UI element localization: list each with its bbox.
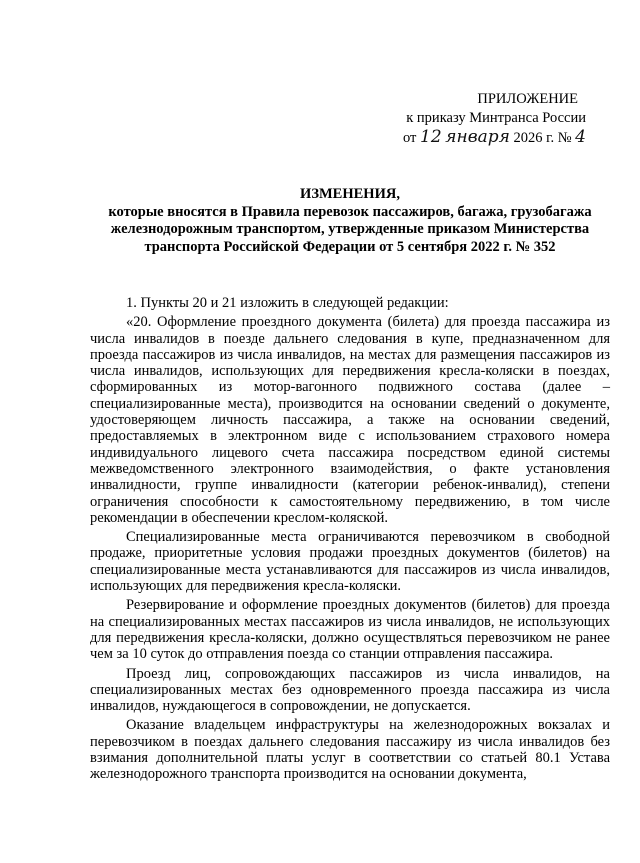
appendix-title: ПРИЛОЖЕНИЕ [477,91,578,107]
paragraph-2: «20. Оформление проездного документа (билета) для проезда пассажира из числа инвалидов в поезде дальнего следования в купе, предназначенном для проезда пассажиров из числа инвалидов, на местах для размещения пассажиров из числа инвалидов, использующих для передвижения кресла-коляски в поездах, сформированных из мотор-вагонного подвижного состава (далее – специализированные места), производится на основании сведений о документе, удостоверяющем личность пассажира, а также на основании сведений, предоставляемых в электронном виде с использованием страхового номера индивидуального лицевого счета пассажира посредством единой системы межведомственного электронного взаимодействия, о факте установления инвалидности, группе инвалидности (категории ребенок-инвалид), степени ограничения способности к самостоятельному передвижению, в том числе рекомендации в обеспечении креслом-коляской. [90,314,610,526]
handwritten-day: 12 [420,127,442,147]
appendix-date-line [403,128,586,148]
appendix-header [403,90,586,148]
paragraph-1: 1. Пункты 20 и 21 изложить в следующей редакции: [126,295,449,311]
paragraph-6: Оказание владельцем инфраструктуры на железнодорожных вокзалах и перевозчиком в поездах дальнего следования пассажиру из числа инвалидов без взимания дополнительной платы услуг в соответствии со статьей 80.1 Устава железнодорожного транспорта производится на основании документа, [90,717,610,783]
year-number-label: 2026 г. № [513,130,572,146]
paragraph-5: Проезд лиц, сопровождающих пассажиров из числа инвалидов, на специализированных местах без одновременного проезда пассажира из числа инвалидов, нуждающегося в сопровождении, не допускается. [90,665,610,715]
paragraph-3: Специализированные места ограничиваются перевозчиком в свободной продаже, приоритетные условия продажи проездных документов (билетов) на специализированные места устанавливаются для пассажиров из числа инвалидов, использующих для передвижения кресла-коляски. [90,529,610,595]
appendix-order-line: к приказу Минтранса России [406,110,586,126]
heading-subtitle: которые вносятся в Правила перевозок пассажиров, багажа, грузобагажа железнодорожным транспортом, утвержденные приказом Министерства транспорта Российской Федерации от 5 сентября 2022 г. № 352 [108,203,592,255]
document-body [90,295,610,783]
heading-title: ИЗМЕНЕНИЯ, [300,186,400,202]
document-heading [90,186,610,256]
date-prefix: от [402,130,417,146]
paragraph-4: Резервирование и оформление проездных документов (билетов) для проезда на специализированных местах пассажиров из числа инвалидов, не использующих для передвижения кресла-коляски, должно осуществляться перевозчиком не ранее чем за 10 суток до отправления поезда со станции отправления пассажира. [90,597,610,663]
handwritten-month: января [445,127,510,147]
handwritten-order-number: 4 [575,127,586,147]
